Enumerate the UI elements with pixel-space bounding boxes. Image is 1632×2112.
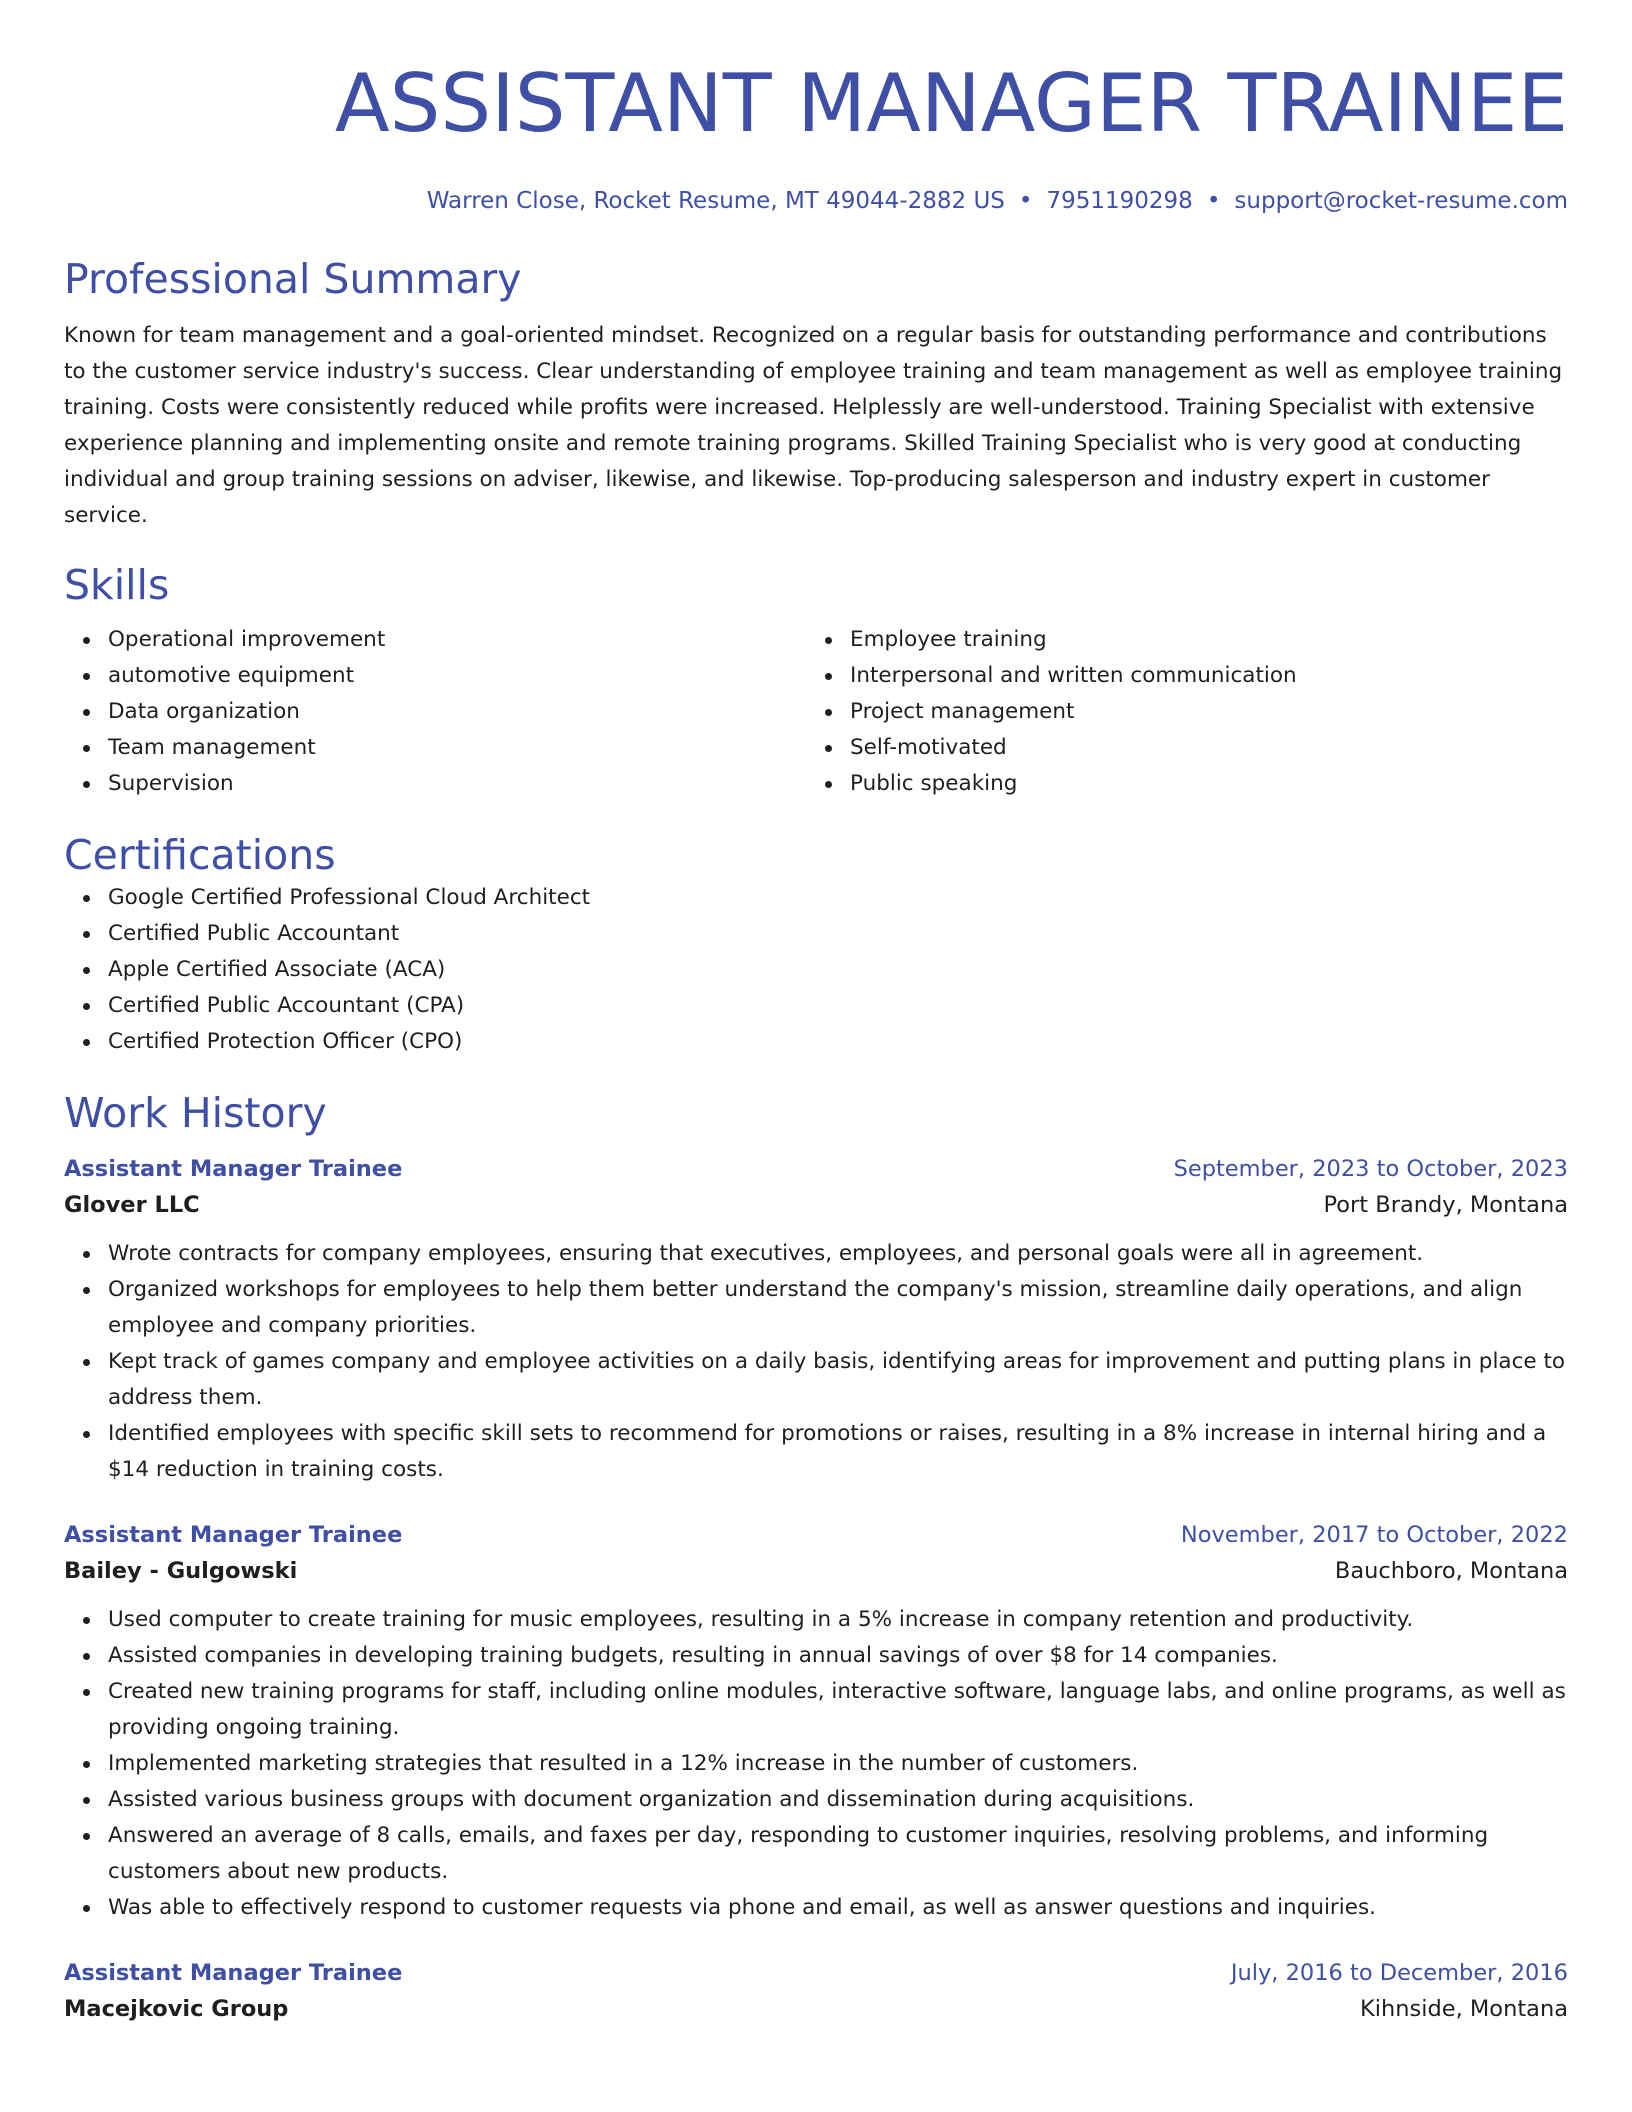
skill-item: Data organization bbox=[108, 694, 806, 730]
certification-item: Certified Protection Officer (CPO) bbox=[108, 1024, 1568, 1060]
job-header-row bbox=[64, 1956, 1568, 1990]
contact-separator: • bbox=[1018, 188, 1033, 214]
job-company: Bailey - Gulgowski bbox=[64, 1558, 298, 1584]
job-company-row bbox=[64, 1552, 1568, 1590]
resume-page bbox=[64, 0, 1568, 2112]
contact-separator: • bbox=[1206, 188, 1221, 214]
work-history-heading: Work History bbox=[64, 1089, 327, 1137]
job-duties-list bbox=[64, 1602, 1568, 1926]
job-duty-item: Used computer to create training for music employees, resulting in a 5% increase in company retention and productivity. bbox=[108, 1602, 1568, 1638]
job-dates: July, 2016 to December, 2016 bbox=[1230, 1960, 1568, 1986]
job-header-row bbox=[64, 1518, 1568, 1552]
job-entry bbox=[64, 1956, 1568, 2028]
skills-grid bbox=[64, 622, 1568, 802]
skills-column-right bbox=[806, 622, 1548, 802]
job-duty-item: Assisted companies in developing training budgets, resulting in annual savings of over $8 for 14 companies. bbox=[108, 1638, 1568, 1674]
skill-item: Interpersonal and written communication bbox=[850, 658, 1548, 694]
skill-item: Project management bbox=[850, 694, 1548, 730]
job-entry bbox=[64, 1518, 1568, 1926]
resume-title: ASSISTANT MANAGER TRAINEE bbox=[334, 57, 1568, 150]
certification-item: Apple Certified Associate (ACA) bbox=[108, 952, 1568, 988]
certifications-section bbox=[64, 830, 1568, 1060]
job-location: Kihnside, Montana bbox=[1359, 1996, 1568, 2022]
certification-item: Google Certified Professional Cloud Architect bbox=[108, 880, 1568, 916]
certifications-heading: Certifications bbox=[64, 831, 336, 879]
job-duty-item: Identified employees with specific skill sets to recommend for promotions or raises, resulting in a 8% increase in internal hiring and a $14 reduction in training costs. bbox=[108, 1416, 1568, 1488]
job-dates: November, 2017 to October, 2022 bbox=[1180, 1522, 1568, 1548]
job-duty-item: Was able to effectively respond to customer requests via phone and email, as well as answer questions and inquiries. bbox=[108, 1890, 1568, 1926]
contact-address: Warren Close, Rocket Resume, MT 49044-2882 US bbox=[426, 188, 1005, 214]
job-location: Port Brandy, Montana bbox=[1323, 1192, 1568, 1218]
certification-item: Certified Public Accountant (CPA) bbox=[108, 988, 1568, 1024]
job-company-row bbox=[64, 1186, 1568, 1224]
skills-heading: Skills bbox=[64, 561, 170, 609]
summary-heading: Professional Summary bbox=[64, 255, 522, 303]
contact-line bbox=[64, 186, 1568, 216]
job-location: Bauchboro, Montana bbox=[1334, 1558, 1568, 1584]
skills-list-right bbox=[806, 622, 1548, 802]
skill-item: Supervision bbox=[108, 766, 806, 802]
job-company: Glover LLC bbox=[64, 1192, 200, 1218]
summary-section bbox=[64, 254, 1568, 534]
job-dates: September, 2023 to October, 2023 bbox=[1173, 1156, 1568, 1182]
skills-column-left bbox=[64, 622, 806, 802]
job-duties-list bbox=[64, 1236, 1568, 1488]
job-role: Assistant Manager Trainee bbox=[64, 1522, 403, 1548]
job-header-row bbox=[64, 1152, 1568, 1186]
job-duty-item: Organized workshops for employees to help them better understand the company's mission, streamline daily operations, and align employee and company priorities. bbox=[108, 1272, 1568, 1344]
skill-item: Self-motivated bbox=[850, 730, 1548, 766]
job-entry bbox=[64, 1152, 1568, 1488]
job-role: Assistant Manager Trainee bbox=[64, 1960, 403, 1986]
certifications-list bbox=[64, 880, 1568, 1060]
skill-item: Operational improvement bbox=[108, 622, 806, 658]
job-duty-item: Implemented marketing strategies that resulted in a 12% increase in the number of customers. bbox=[108, 1746, 1568, 1782]
job-duty-item: Created new training programs for staff, including online modules, interactive software, language labs, and online programs, as well as providing ongoing training. bbox=[108, 1674, 1568, 1746]
skill-item: Employee training bbox=[850, 622, 1548, 658]
skill-item: automotive equipment bbox=[108, 658, 806, 694]
job-role: Assistant Manager Trainee bbox=[64, 1156, 403, 1182]
job-duty-item: Kept track of games company and employee activities on a daily basis, identifying areas for improvement and putting plans in place to address them. bbox=[108, 1344, 1568, 1416]
job-duty-item: Assisted various business groups with document organization and dissemination during acquisitions. bbox=[108, 1782, 1568, 1818]
job-company-row bbox=[64, 1990, 1568, 2028]
job-duty-item: Answered an average of 8 calls, emails, and faxes per day, responding to customer inquiries, resolving problems, and informing customers about new products. bbox=[108, 1818, 1568, 1890]
job-company: Macejkovic Group bbox=[64, 1996, 289, 2022]
contact-email[interactable]: support@rocket-resume.com bbox=[1234, 188, 1568, 214]
certification-item: Certified Public Accountant bbox=[108, 916, 1568, 952]
job-duty-item: Wrote contracts for company employees, ensuring that executives, employees, and personal goals were all in agreement. bbox=[108, 1236, 1568, 1272]
skill-item: Public speaking bbox=[850, 766, 1548, 802]
work-history-section bbox=[64, 1088, 1568, 2028]
skills-list-left bbox=[64, 622, 806, 802]
summary-text: Known for team management and a goal-oriented mindset. Recognized on a regular basis for outstanding performance and contributions to the customer service industry's success. Clear understanding of employee training and team management as well as employee training training. Costs were consistently reduced while profits were increased. Helplessly are well-understood. Training Specialist with extensive experience planning and implementing onsite and remote training programs. Skilled Training Specialist who is very good at conducting individual and group training sessions on adviser, likewise, and likewise. Top-producing salesperson and industry expert in customer service. bbox=[64, 323, 1563, 528]
contact-phone[interactable]: 7951190298 bbox=[1046, 188, 1193, 214]
skills-section bbox=[64, 560, 1568, 802]
skill-item: Team management bbox=[108, 730, 806, 766]
